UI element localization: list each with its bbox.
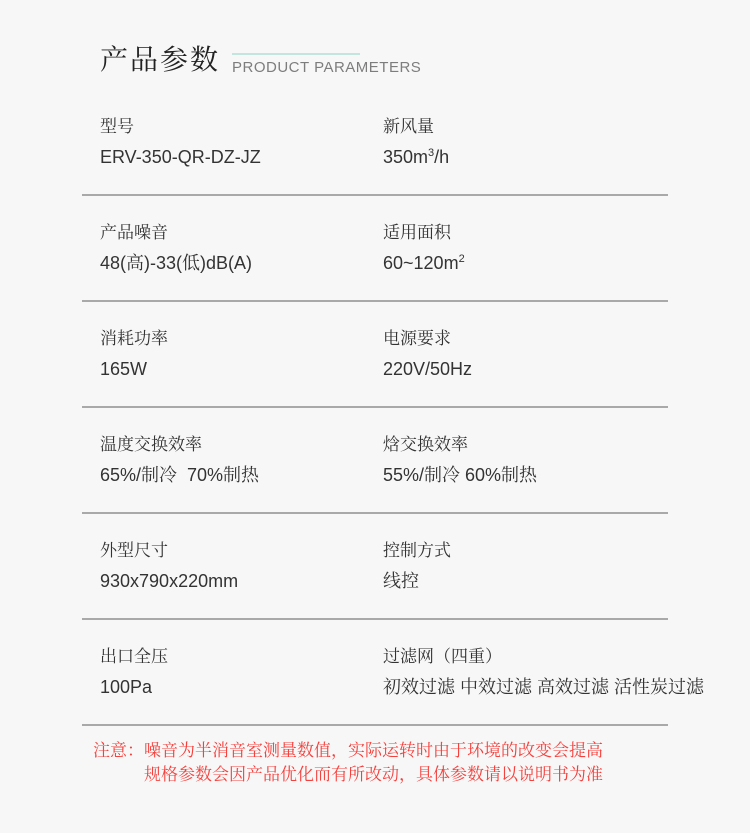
spec-table — [82, 90, 705, 726]
spec-value: $350m^3/h$ — [383, 147, 450, 167]
spec-label: 适用面积 — [383, 223, 451, 242]
footnote-line-1: 噪音为半消音室测量数值，实际运转时由于环境的改变会提高 — [144, 741, 603, 760]
spec-label: 控制方式 — [383, 541, 451, 560]
spec-cell-noise — [82, 220, 365, 276]
spec-value: 55%/制冷 60%制热 — [383, 465, 538, 485]
spec-value: 165W — [100, 359, 148, 379]
spec-cell-temp-efficiency — [82, 432, 365, 488]
page-subtitle: PRODUCT PARAMETERS — [232, 59, 422, 76]
spec-value: 初效过滤 中效过滤 高效过滤 活性炭过滤 — [383, 677, 705, 697]
spec-label: 型号 — [100, 117, 134, 136]
spec-value: $60\sim 120m^2$ — [383, 253, 465, 273]
spec-value: 线控 — [383, 571, 419, 591]
spec-value: 220V/50Hz — [383, 359, 473, 379]
spec-value: ERV-350-QR-DZ-JZ — [100, 147, 261, 167]
spec-label: 出口全压 — [100, 647, 168, 666]
spec-cell-power — [82, 326, 365, 382]
superscript: 3 — [428, 147, 435, 159]
spec-cell-area — [365, 220, 668, 276]
footnote-prefix: 注意： — [93, 741, 144, 760]
spec-label: 外型尺寸 — [100, 541, 168, 560]
spec-row-noise — [82, 196, 668, 302]
spec-value: 930x790x220mm — [100, 571, 239, 591]
spec-cell-filter — [365, 644, 704, 700]
spec-cell-control — [365, 538, 668, 594]
spec-label: 温度交换效率 — [100, 435, 202, 454]
spec-cell-enthalpy-efficiency — [365, 432, 668, 488]
spec-cell-dimensions — [82, 538, 365, 594]
spec-row-dimensions — [82, 514, 668, 620]
spec-cell-supply — [365, 326, 668, 382]
footnote-line-2: 规格参数会因产品优化而有所改动，具体参数请以说明书为准 — [144, 765, 603, 784]
spec-row-model — [82, 90, 668, 196]
spec-row-temp-efficiency — [82, 408, 668, 514]
spec-value: 65%/制冷 70%制热 — [100, 465, 260, 485]
spec-label: 电源要求 — [383, 329, 451, 348]
superscript: 2 — [458, 253, 465, 265]
spec-cell-airflow — [365, 114, 668, 170]
spec-label: 焓交换效率 — [383, 435, 468, 454]
spec-label: 消耗功率 — [100, 329, 168, 348]
page-subtitle-block — [232, 53, 421, 75]
spec-cell-model — [82, 114, 365, 170]
footnote-lines — [144, 739, 603, 787]
accent-line — [232, 53, 360, 55]
page-header — [100, 42, 668, 78]
spec-value: 48(高)-33(低)dB(A) — [100, 253, 253, 273]
spec-label: 过滤网（四重） — [383, 647, 502, 666]
spec-row-power — [82, 302, 668, 408]
spec-label: 产品噪音 — [100, 223, 168, 242]
spec-value: 100Pa — [100, 677, 153, 697]
spec-label: 新风量 — [383, 117, 434, 136]
page-title: 产品参数 — [100, 44, 221, 75]
spec-row-pressure — [82, 620, 705, 726]
footnote — [93, 739, 690, 787]
spec-cell-pressure — [82, 644, 365, 700]
product-parameters-page — [0, 42, 750, 833]
